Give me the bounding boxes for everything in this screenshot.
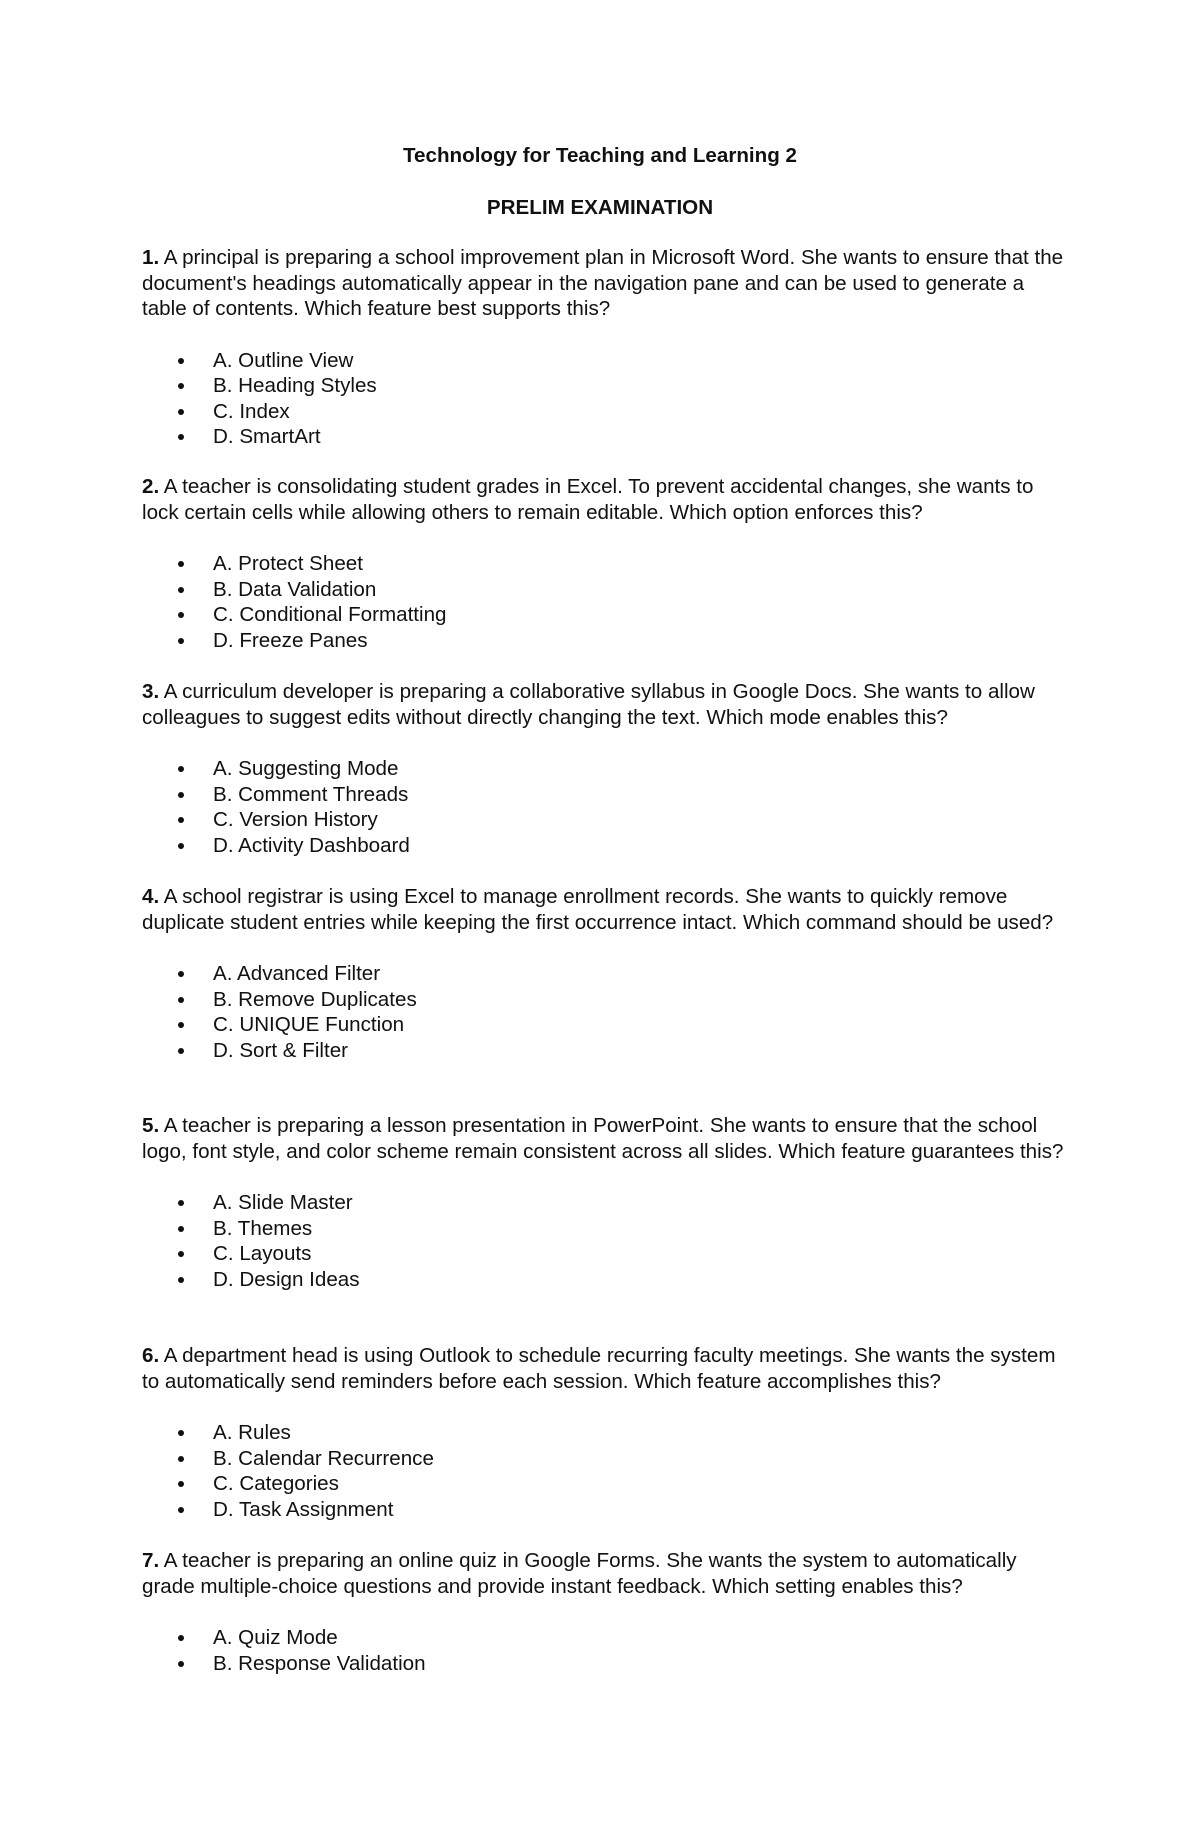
- option-label: B. Data Validation: [213, 577, 377, 601]
- option-item: [142, 807, 1067, 833]
- option-label: C. Index: [213, 399, 290, 423]
- question-6: [142, 1343, 1067, 1522]
- question-text: [142, 245, 1067, 322]
- option-label: B. Response Validation: [213, 1651, 426, 1675]
- document-title: Technology for Teaching and Learning 2: [403, 144, 797, 167]
- option-label: C. Conditional Formatting: [213, 603, 447, 626]
- option-label: B. Calendar Recurrence: [213, 1446, 434, 1470]
- bullet-icon: [178, 997, 184, 1003]
- question-3: [142, 679, 1067, 858]
- option-item: [142, 1625, 1067, 1651]
- option-list: [142, 551, 1067, 653]
- option-label: B. Themes: [213, 1216, 313, 1240]
- question-body: A curriculum developer is preparing a collaborative syllabus in Google Docs. She wants to allow colleagues to suggest edits without directly changing the text. Which mode enables this?: [142, 680, 1035, 729]
- option-item: [142, 961, 1067, 987]
- exam-heading: PRELIM EXAMINATION: [486, 196, 714, 219]
- option-item: [142, 602, 1067, 628]
- question-body: A principal is preparing a school improvement plan in Microsoft Word. She wants to ensure that the document's headings automatically appear in the navigation pane and can be used to generate a table of contents. Which feature best supports this?: [142, 246, 1064, 320]
- option-item: [142, 348, 1067, 374]
- bullet-icon: [178, 843, 184, 849]
- option-item: [142, 577, 1067, 603]
- question-text: [142, 1113, 1067, 1164]
- option-label: D. Activity Dashboard: [213, 833, 410, 857]
- option-label: C. Version History: [213, 808, 378, 831]
- question-text: [142, 1343, 1067, 1394]
- question-5: [142, 1113, 1067, 1292]
- option-item: [142, 551, 1067, 577]
- option-label: D. Sort & Filter: [213, 1038, 349, 1062]
- option-item: [142, 782, 1067, 808]
- option-item: [142, 399, 1067, 425]
- option-item: [142, 1267, 1067, 1293]
- option-list: [142, 756, 1067, 858]
- question-number: 3.: [142, 680, 160, 703]
- option-label: A. Advanced Filter: [213, 962, 381, 985]
- question-body: A school registrar is using Excel to manage enrollment records. She wants to quickly remove duplicate student entries while keeping the first occurrence intact. Which command should be used?: [142, 885, 1054, 934]
- bullet-icon: [178, 409, 184, 415]
- bullet-icon: [178, 1251, 184, 1257]
- bullet-icon: [178, 561, 184, 567]
- bullet-icon: [178, 792, 184, 798]
- bullet-icon: [178, 1635, 184, 1641]
- option-label: A. Outline View: [213, 348, 354, 372]
- option-label: A. Quiz Mode: [213, 1626, 338, 1649]
- bullet-icon: [178, 971, 184, 977]
- question-body: A department head is using Outlook to schedule recurring faculty meetings. She wants the system to automatically send reminders before each session. Which feature accomplishes this?: [142, 1344, 1056, 1393]
- question-number: 5.: [142, 1114, 160, 1137]
- question-text: [142, 679, 1067, 730]
- bullet-icon: [178, 1048, 184, 1054]
- option-item: [142, 1241, 1067, 1267]
- option-list: [142, 1190, 1067, 1292]
- option-item: [142, 1497, 1067, 1523]
- option-item: [142, 1012, 1067, 1038]
- option-label: D. SmartArt: [213, 425, 321, 448]
- option-list: [142, 348, 1067, 450]
- option-item: [142, 1471, 1067, 1497]
- option-item: [142, 628, 1067, 654]
- option-list: [142, 961, 1067, 1063]
- question-number: 7.: [142, 1549, 160, 1572]
- question-body: A teacher is consolidating student grades in Excel. To prevent accidental changes, she wants to lock certain cells while allowing others to remain editable. Which option enforces this?: [142, 475, 1034, 524]
- bullet-icon: [178, 434, 184, 440]
- question-number: 4.: [142, 885, 160, 908]
- bullet-icon: [178, 1200, 184, 1206]
- question-1: [142, 245, 1067, 450]
- option-item: [142, 1038, 1067, 1064]
- option-item: [142, 1216, 1067, 1242]
- option-item: [142, 833, 1067, 859]
- option-label: D. Freeze Panes: [213, 628, 368, 652]
- question-body: A teacher is preparing a lesson presentation in PowerPoint. She wants to ensure that the school logo, font style, and color scheme remain consistent across all slides. Which feature guarantees this?: [142, 1114, 1064, 1163]
- bullet-icon: [178, 766, 184, 772]
- option-label: A. Protect Sheet: [213, 552, 363, 575]
- option-item: [142, 756, 1067, 782]
- bullet-icon: [178, 1226, 184, 1232]
- bullet-icon: [178, 1430, 184, 1436]
- question-2: [142, 474, 1067, 653]
- option-list: [142, 1625, 1067, 1676]
- option-item: [142, 373, 1067, 399]
- option-label: A. Suggesting Mode: [213, 757, 399, 780]
- option-item: [142, 424, 1067, 450]
- question-number: 6.: [142, 1344, 160, 1367]
- option-item: [142, 1190, 1067, 1216]
- bullet-icon: [178, 1661, 184, 1667]
- bullet-icon: [178, 817, 184, 823]
- bullet-icon: [178, 587, 184, 593]
- bullet-icon: [178, 1456, 184, 1462]
- option-label: A. Rules: [213, 1421, 291, 1444]
- bullet-icon: [178, 612, 184, 618]
- bullet-icon: [178, 638, 184, 644]
- question-4: [142, 884, 1067, 1063]
- option-label: B. Remove Duplicates: [213, 987, 417, 1011]
- question-text: [142, 1548, 1067, 1599]
- question-number: 1.: [142, 246, 160, 269]
- option-list: [142, 1420, 1067, 1522]
- question-7: [142, 1548, 1067, 1676]
- option-label: B. Heading Styles: [213, 374, 377, 397]
- option-item: [142, 1651, 1067, 1677]
- bullet-icon: [178, 1277, 184, 1283]
- bullet-icon: [178, 1022, 184, 1028]
- option-label: C. Layouts: [213, 1242, 312, 1265]
- option-label: C. UNIQUE Function: [213, 1013, 405, 1036]
- bullet-icon: [178, 1481, 184, 1487]
- option-label: D. Task Assignment: [213, 1497, 394, 1521]
- bullet-icon: [178, 383, 184, 389]
- question-text: [142, 474, 1067, 525]
- option-item: [142, 1420, 1067, 1446]
- option-item: [142, 1446, 1067, 1472]
- bullet-icon: [178, 1507, 184, 1513]
- option-label: B. Comment Threads: [213, 782, 409, 806]
- option-label: C. Categories: [213, 1472, 339, 1495]
- bullet-icon: [178, 358, 184, 364]
- question-number: 2.: [142, 475, 160, 498]
- option-label: D. Design Ideas: [213, 1267, 360, 1291]
- option-label: A. Slide Master: [213, 1191, 353, 1214]
- question-text: [142, 884, 1067, 935]
- option-item: [142, 987, 1067, 1013]
- question-body: A teacher is preparing an online quiz in Google Forms. She wants the system to automatically grade multiple-choice questions and provide instant feedback. Which setting enables this?: [142, 1549, 1017, 1598]
